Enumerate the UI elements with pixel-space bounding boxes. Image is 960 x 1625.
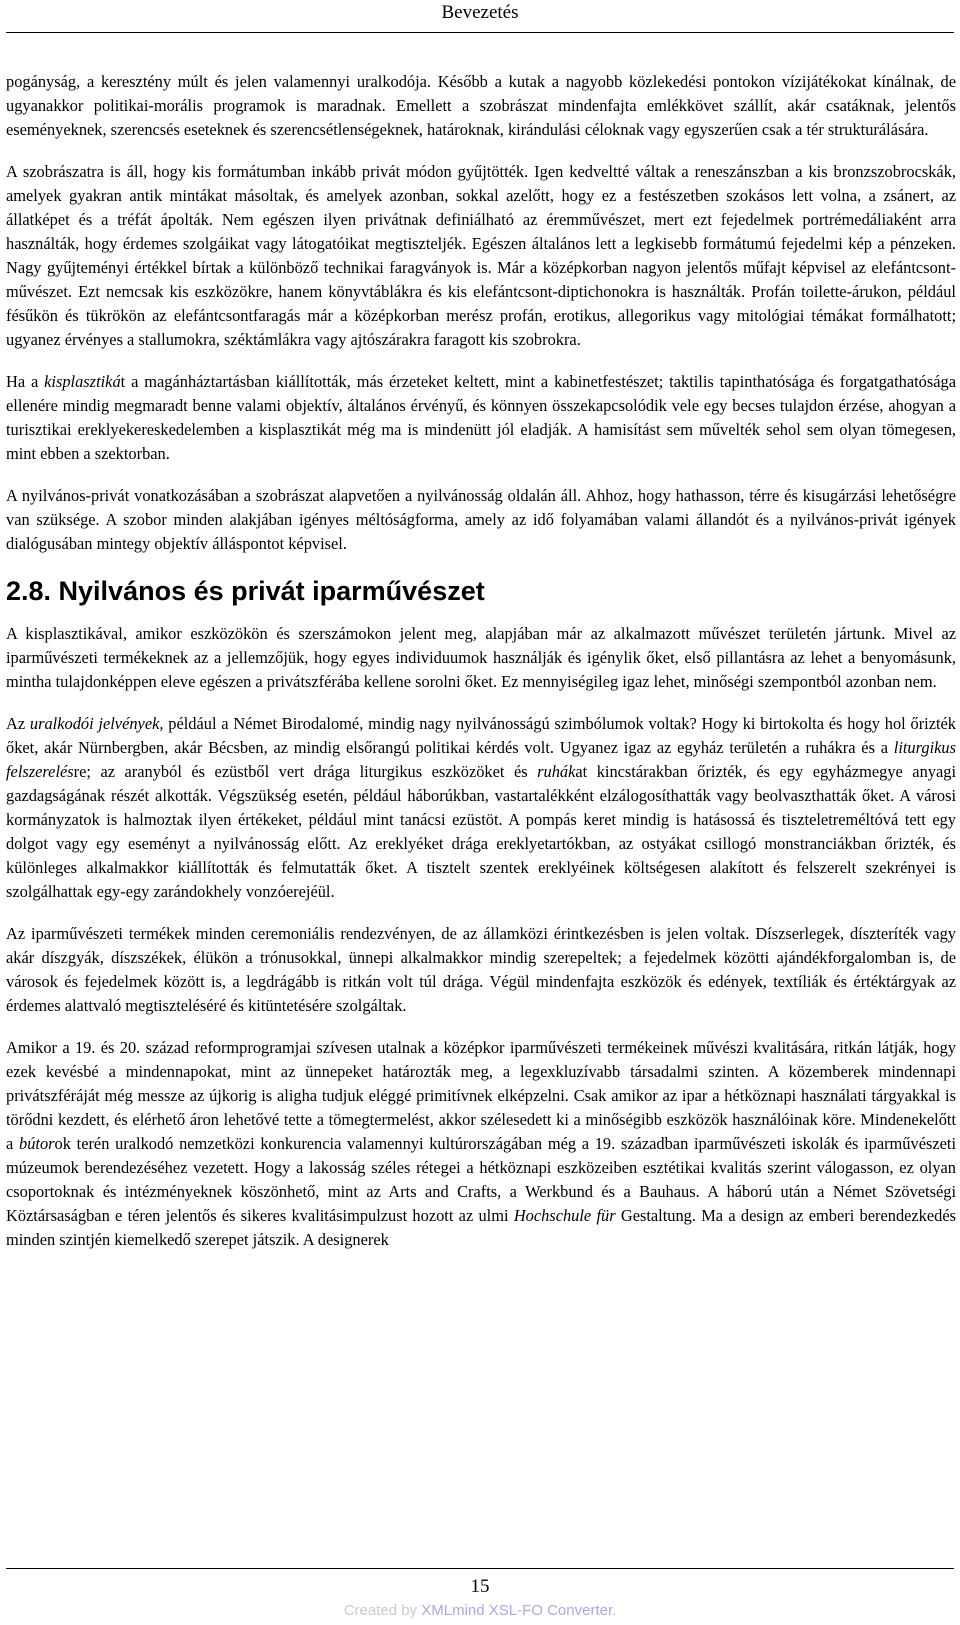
italic-text-run: Hochschule für bbox=[513, 1206, 616, 1225]
text-run: Amikor a 19. és 20. század reformprogramjai szívesen utalnak a középkor iparművészeti termékeinek művészi kvalitására, ritkán látják, hogy ezek kevésbé a mindennapokat, mint az ünnepeket határozták meg, a legexkluzívabb társadalmi szinten. A közemberek mindennapi privátszféráját még messze az újkorig is aligha tudjuk eléggé primitívnek elképzelni. Csak amikor az ipar a hétköznapi használati tárgyakkal is törődni kezdett, és elérhető áron lehetővé tette a tömegtermelést, akkor szélesedett ki a minőségibb eszközök használóinak köre. Mindenekelőtt a bbox=[6, 1038, 956, 1153]
text-run: A szobrászatra is áll, hogy kis formátumban inkább privát módon gyűjtötték. Igen kedveltté váltak a reneszánszban a kis bronzszobrocskák, amelyek gyakran antik mintákat másoltak, és amelyek azonban, sokkal azelőtt, hogy ez a festészetben szokásos lett volna, a zsánert, az állatképet és a tréfát ápolták. Nem egészen ilyen privátnak definiálható az éremművészet, mert ezt fejedelmek portrémedáliaként arra használták, hogy érdemes szolgáikat vagy látogatóikat megtiszteljék. Egészen általános lett a legkisebb formátumú fejedelmi kép a pénzeken. Nagy gyűjteményi értékkel bírtak a különböző technikai faragványok is. Már a középkorban nagyon jelentős műfajt képvisel az elefántcsont-művészet. Ezt nemcsak kis eszközökre, hanem könyvtáblákra és kis elefántcsont-diptichonokra is használták. Profán toilette-árukon, például fésűkön és tükrökön az elefántcsontfaragás már a középkorban merész profán, erotikus, allegorikus vagy mitológiai témákat formálhatott; ugyanez érvényes a stallumokra, széktámlákra vagy ajtószárakra faragott kis szobrokra. bbox=[6, 162, 956, 349]
text-run: A kisplasztikával, amikor eszközökön és szerszámokon jelent meg, alapjában már az alkalmazott művészet területén jártunk. Mivel az iparművészeti termékeknek az a jellemzőjük, hogy egyes individuumok használják és igénylik őket, első pillantásra az lehet a benyomásunk, mintha tulajdonképpen eleve egészen a privátszférába kellene sorolni őket. Ez mennyiségileg igaz lehet, minőségi szempontból azonban nem. bbox=[6, 624, 956, 691]
text-run: t a magánháztartásban kiállították, más érzeteket keltett, mint a kabinetfestészet; taktilis tapinthatósága és forgatgathatósága ellenére mindig megmaradt benne valami objektív, általános érvényű, és könnyen összekapcsolódik vele egy becses tulajdon érzése, ahogyan a turisztikai ereklyekereskedelemben a kisplasztikát még ma is mindenütt jól eladják. A hamisítást sem művelték sehol sem olyan tömegesen, mint ebben a szektorban. bbox=[6, 372, 956, 463]
text-run: re; az aranyból és ezüstből vert drága liturgikus eszközöket és bbox=[73, 762, 538, 781]
italic-text-run: bútor bbox=[19, 1134, 55, 1153]
header-divider bbox=[6, 32, 954, 33]
text-run: pogányság, a keresztény múlt és jelen valamennyi uralkodója. Később a kutak a nagyobb közlekedési pontokon vízijátékokat kínálnak, de ugyanakkor politikai-morális programok is maradnak. Emellett a szobrászat mindenfajta emlékkövet szállít, akár csatáknak, jelentős eseményeknek, szerencsés eseteknek és szerencsétlenségeknek, határoknak, kirándulási céloknak vagy egyszerűen csak a tér strukturálására. bbox=[6, 72, 956, 139]
converter-credit bbox=[0, 1601, 960, 1621]
italic-text-run: liturgikus felszerelés bbox=[6, 738, 956, 781]
italic-text-run: ruhák bbox=[537, 762, 576, 781]
page-number: 15 bbox=[470, 1576, 490, 1597]
paragraph bbox=[6, 712, 956, 904]
footer-divider bbox=[6, 1568, 954, 1569]
paragraph bbox=[6, 70, 956, 142]
running-header-title: Bevezetés bbox=[441, 2, 519, 23]
text-run: Ha a bbox=[6, 372, 45, 391]
text-run: Gestaltung. Ma a design az emberi berendezkedés minden szintjén kiemelkedő szerepet játszik. A designerek bbox=[6, 1206, 957, 1249]
credit-prefix: Created by bbox=[343, 1602, 422, 1619]
paragraph bbox=[6, 484, 956, 556]
document-body bbox=[6, 70, 956, 1252]
italic-text-run: uralkodói jelvények, bbox=[29, 714, 164, 733]
text-run: Az iparművészeti termékek minden ceremoniális rendezvényen, de az államközi érintkezésben is jelen voltak. Díszserlegek, díszteríték vagy akár díszgyák, díszszékek, élükön a trónusokkal, ünnepi alkalmakkor mindig szerepeltek; a fejedelmek közötti ajándékforgalomban is, de városok és fejedelmek között is, a legdrágább is ritkán volt túl drága. Végül mindenfajta eszközök és edények, textíliák és értéktárgyak az érdemes alattvaló megtiszteléséré és kitüntetésére szolgáltak. bbox=[6, 924, 956, 1015]
running-header bbox=[0, 0, 960, 30]
text-run: például a Német Birodalomé, mindig nagy nyilvánosságú szimbólumok voltak? Hogy ki birtokolta és hogy hol őrizték őket, akár Nürnbergben, akár Bécsben, az mindig elsőrangú politikai kérdés volt. Ugyanez igaz az egyház területén a ruhákra és a bbox=[6, 714, 957, 757]
paragraph bbox=[6, 922, 956, 1018]
paragraph bbox=[6, 370, 956, 466]
italic-text-run: kisplasztiká bbox=[44, 372, 121, 391]
paragraph bbox=[6, 1036, 956, 1252]
text-run: ok terén uralkodó nemzetközi konkurencia valamennyi kultúrországában még a 19. században iparművészeti iskolák és iparművészeti múzeumok berendezéséhez vezetett. Hogy a lakosság széles rétegei a hétköznapi eszközeiben esztétikai kvalitás szerint válogasson, ez olyan csoportoknak és intézményeknek köszönhető, mint az Arts and Crafts, a Werkbund és a Bauhaus. A háború után a Német Szövetségi Köztársaságban e téren jelentős és sikeres kvalitásimpulzust hozott az ulmi bbox=[6, 1134, 957, 1225]
section-heading: 2.8. Nyilvános és privát iparművészet bbox=[6, 576, 485, 606]
text-run: A nyilvános-privát vonatkozásában a szobrászat alapvetően a nyilvánosság oldalán áll. Ahhoz, hogy hathasson, térre és kisugárzási lehetőségre van szüksége. A szobor minden alakjában igényes méltóságforma, amely az idő folyamában valami állandót és a nyilvános-privát igények dialógusában mintegy objektív álláspontot képvisel. bbox=[6, 486, 956, 553]
text-run: Az bbox=[6, 714, 30, 733]
paragraph bbox=[6, 160, 956, 352]
credit-brand: XMLmind XSL-FO Converter. bbox=[421, 1602, 617, 1619]
paragraph bbox=[6, 622, 956, 694]
text-run: at kincstárakban őrizték, és egy egyházmegye anyagi gazdagságának részét alkották. Végszükség esetén, például háborúkban, vastartalékként elzálogosíthatták vagy beolvaszthatták őket. A városi kormányzatok is halmoztak ilyen értékeket, például mint tanácsi ezüstöt. A pompás keret mindig is hatásossá és tiszteletreméltóvá tett egy dolgot vagy egy eseményt a nyilvánosság előtt. Az ereklyéket drága ereklyetartókban, az ostyákat csillogó monstranciákban őrizték, és különleges alkalmakkor kiállították és felmutatták őket. A tisztelt szentek ereklyéinek költségesen alakított és felszerelt szekrényei is szolgálhattak egy-egy zarándokhely vonzóerejéül. bbox=[6, 762, 956, 901]
